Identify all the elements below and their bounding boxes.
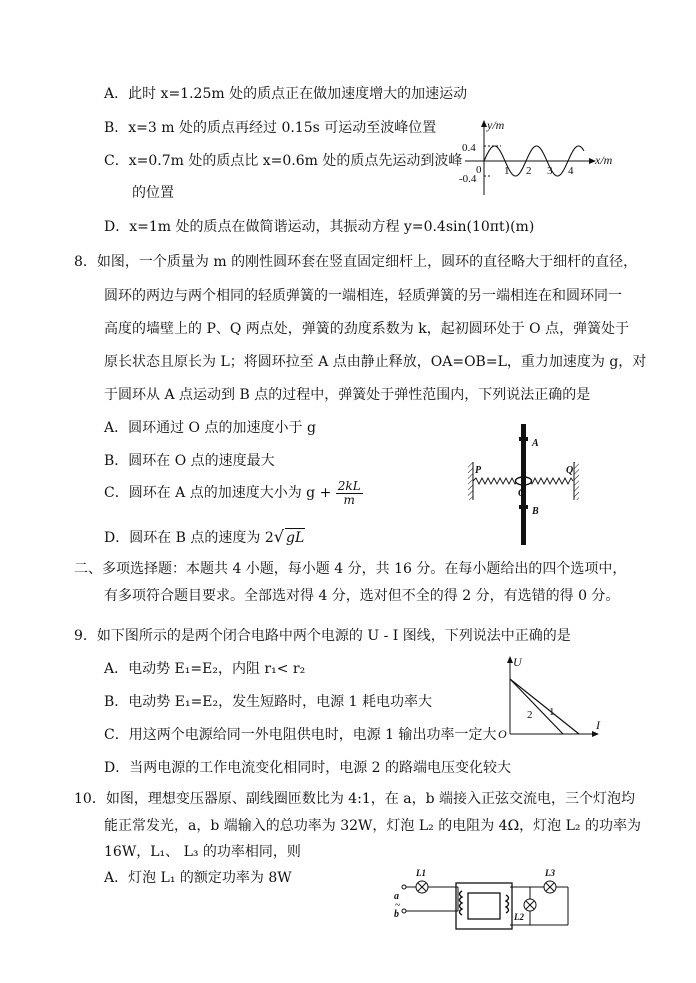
q8-option-d-radicand: gL <box>285 530 305 546</box>
q8-option-b: B．圆环在 O 点的速度最大 <box>104 453 275 469</box>
q10-stem-line-2: 能正常发光，a，b 端输入的总功率为 32W，灯泡 L₂ 的电阻为 4Ω，灯泡 L₂ 的功率为 <box>104 818 641 834</box>
ui-line-2-label: 2 <box>527 709 533 721</box>
q8-option-c-fraction <box>336 480 363 506</box>
label-l2: L2 <box>514 912 524 922</box>
wave-origin-label: 0 <box>476 164 482 176</box>
ring-spring-figure <box>462 422 592 547</box>
q9-option-b: B．电动势 E₁=E₂，发生短路时，电源 1 耗电功率大 <box>104 694 432 710</box>
q10-option-a: A．灯泡 L₁ 的额定功率为 8W <box>104 870 292 886</box>
q8-option-c-text: C．圆环在 A 点的加速度大小为 g + <box>104 485 332 502</box>
transformer-core-outer <box>456 883 512 929</box>
transformer-core-inner <box>468 893 500 919</box>
q8-c-denominator: m <box>343 492 355 507</box>
secondary-coil <box>506 895 509 913</box>
sqrt-symbol-icon: √ <box>273 527 284 546</box>
wave-tick-3: 3 <box>547 165 553 177</box>
q9-option-d: D．当两电源的工作电流变化相同时，电源 2 的路端电压变化较大 <box>104 760 512 776</box>
point-b-mark <box>519 505 528 509</box>
primary-coil <box>460 891 463 915</box>
q8-option-a: A．圆环通过 O 点的加速度小于 g <box>104 420 316 436</box>
left-wall <box>468 462 473 500</box>
label-b-terminal: b <box>394 909 399 920</box>
ui-origin-label: O <box>498 727 507 741</box>
u-i-graph <box>495 652 605 742</box>
label-l1: L1 <box>416 868 426 878</box>
wave-ymin-label: -0.4 <box>459 173 477 185</box>
point-a-mark <box>519 437 528 441</box>
ui-u-label: U <box>513 655 522 669</box>
label-a-terminal: a <box>394 891 399 902</box>
q7-option-a: A．此时 x=1.25m 处的质点正在做加速度增大的加速运动 <box>104 86 468 102</box>
q10-stem-line-1: 10．如图，理想变压器原、副线圈匝数比为 4:1，在 a，b 端接入正弦交流电，三个灯泡均 <box>74 791 636 807</box>
q8-stem-line-2: 圆环的两边与两个相同的轻质弹簧的一端相连，轻质弹簧的另一端相连在和圆环同一 <box>104 288 622 304</box>
label-l3: L3 <box>545 868 555 878</box>
section-2-heading-line-1: 二、多项选择题：本题共 4 小题，每小题 4 分，共 16 分。在每小题给出的四个选项中， <box>74 561 627 577</box>
section-2-heading-line-2: 有多项符合题目要求。全部选对得 4 分，选对但不全的得 2 分，有选错的得 0 分。 <box>104 588 620 604</box>
wave-tick-4: 4 <box>568 165 574 177</box>
label-a: A <box>532 438 539 449</box>
q8-stem-line-1: 8．如图，一个质量为 m 的刚性圆环套在竖直固定细杆上，圆环的直径略大于细杆的直径， <box>74 254 638 270</box>
q8-option-c <box>104 480 363 506</box>
wave-y-label: y/m <box>487 118 505 132</box>
wave-x-label: x/m <box>595 153 613 167</box>
q8-option-d <box>104 527 305 548</box>
q10-stem-line-3: 16W，L₁、 L₃ 的功率相同，则 <box>104 844 301 860</box>
q8-c-numerator: 2kL <box>337 479 361 493</box>
label-o: O <box>518 488 526 499</box>
q7-option-c: C．x=0.7m 处的质点比 x=0.6m 处的质点先运动到波峰 <box>104 153 463 169</box>
q7-option-b: B．x=3 m 处的质点再经过 0.15s 可运动至波峰位置 <box>104 120 437 136</box>
right-spring <box>526 478 573 484</box>
terminal-b <box>402 909 406 913</box>
wave-tick-2: 2 <box>526 165 532 177</box>
transformer-circuit <box>392 865 572 935</box>
wave-figure <box>455 117 625 199</box>
q8-stem-line-3: 高度的墙壁上的 P、Q 两点处，弹簧的劲度系数为 k，起初圆环处于 O 点，弹簧处于 <box>104 321 630 337</box>
ui-line-2 <box>510 679 563 734</box>
terminal-a <box>402 885 406 889</box>
q9-option-a: A．电动势 E₁=E₂，内阻 r₁< r₂ <box>104 661 306 677</box>
label-b: B <box>532 506 539 517</box>
rod-through-ring <box>521 477 526 485</box>
label-p: P <box>475 465 482 476</box>
ui-i-label: I <box>596 718 600 732</box>
ui-line-1 <box>510 679 579 734</box>
q8-option-d-text: D．圆环在 B 点的速度为 2 <box>104 530 274 546</box>
ac-source-icon: ~ <box>395 900 401 911</box>
q8-stem-line-4: 原长状态且原长为 L；将圆环拉至 A 点由静止释放，OA=OB=L，重力加速度为 g，对 <box>104 354 647 370</box>
wave-ymax-label: 0.4 <box>462 142 476 154</box>
q9-option-c: C．用这两个电源给同一外电阻供电时，电源 1 输出功率一定大 <box>104 727 497 743</box>
right-wall <box>574 462 579 500</box>
q7-option-d: D．x=1m 处的质点在做简谐运动，其振动方程 y=0.4sin(10πt)(m) <box>104 219 535 235</box>
wave-tick-1: 1 <box>504 165 510 177</box>
left-spring <box>473 478 518 484</box>
q7-option-c-cont: 的位置 <box>132 185 174 201</box>
q9-stem: 9．如下图所示的是两个闭合电路中两个电源的 U - I 图线，下列说法中正确的是 <box>74 628 571 644</box>
label-q: Q <box>566 465 574 476</box>
ui-line-1-label: 1 <box>549 706 555 718</box>
q8-stem-line-5: 于圆环从 A 点运动到 B 点的过程中，弹簧处于弹性范围内，下列说法正确的是 <box>104 387 591 403</box>
